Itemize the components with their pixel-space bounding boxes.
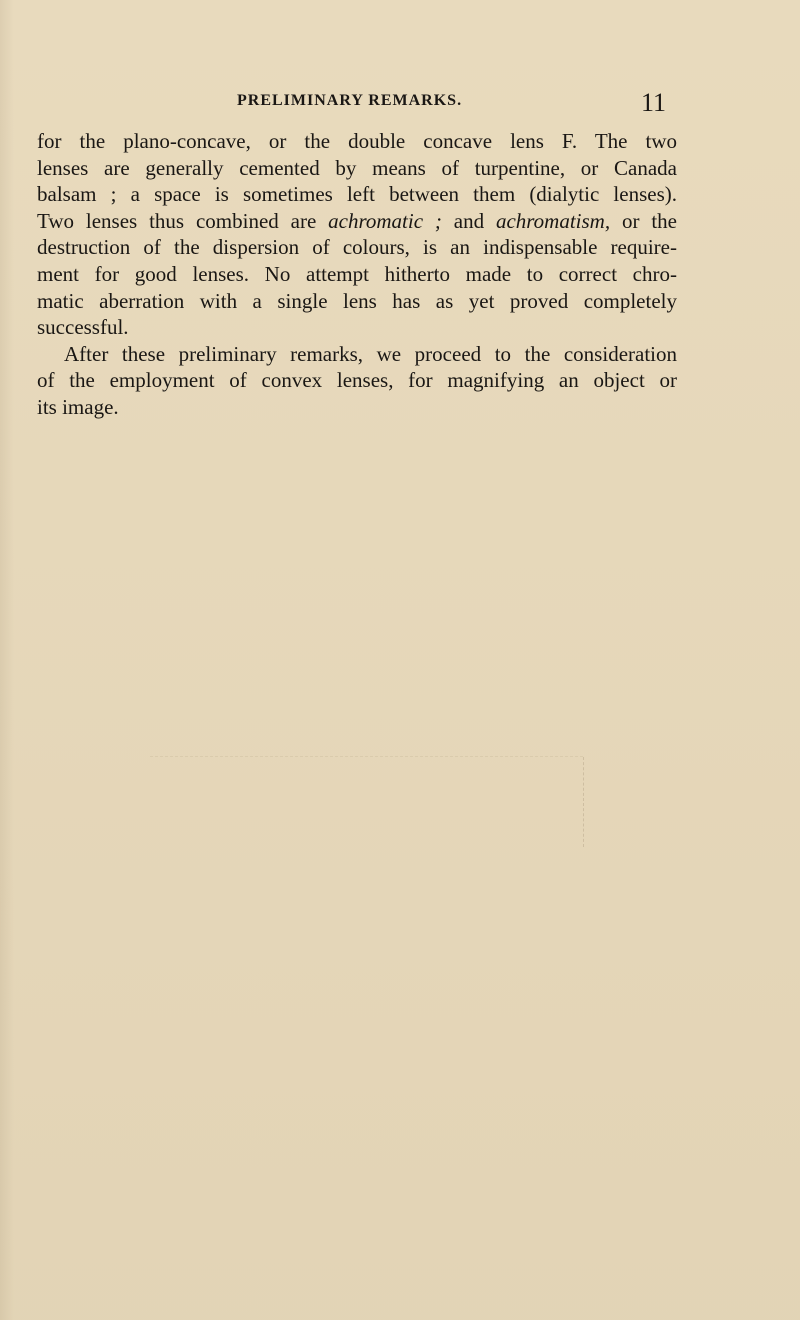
text-run: and xyxy=(441,208,496,233)
text-line: balsam ; a space is sometimes left between them (dialytic lenses). xyxy=(37,182,677,207)
text-line: matic aberration with a single lens has as yet proved completely xyxy=(37,288,677,313)
text-line: destruction of the dispersion of colours, is an indispensable require- xyxy=(37,235,677,260)
text-line: of the employment of convex lenses, for magnifying an object or xyxy=(37,368,677,393)
text-run: Two lenses thus combined are xyxy=(37,208,329,233)
text-line: ment for good lenses. No attempt hitherto made to correct chro- xyxy=(37,261,677,286)
text-run: or the xyxy=(610,208,677,233)
text-line: its image. xyxy=(37,394,119,419)
paragraph-1 xyxy=(37,128,677,341)
running-title: PRELIMINARY REMARKS. xyxy=(237,92,463,109)
text-line: lenses are generally cemented by means of turpentine, or Canada xyxy=(37,155,677,180)
show-through-mark xyxy=(150,756,583,758)
text-line xyxy=(37,208,677,235)
italic-term-achromatism: achromatism, xyxy=(495,208,611,233)
text-line: After these preliminary remarks, we proceed to the consideration xyxy=(64,341,677,366)
running-head xyxy=(0,88,800,117)
text-line: for the plano-concave, or the double concave lens F. The two xyxy=(37,129,677,153)
page-number: 11 xyxy=(641,88,667,117)
show-through-mark xyxy=(583,757,585,847)
paragraph-2 xyxy=(37,341,677,421)
body-text xyxy=(37,128,677,421)
italic-term-achromatic: achromatic ; xyxy=(328,208,442,233)
text-line: successful. xyxy=(37,315,129,340)
